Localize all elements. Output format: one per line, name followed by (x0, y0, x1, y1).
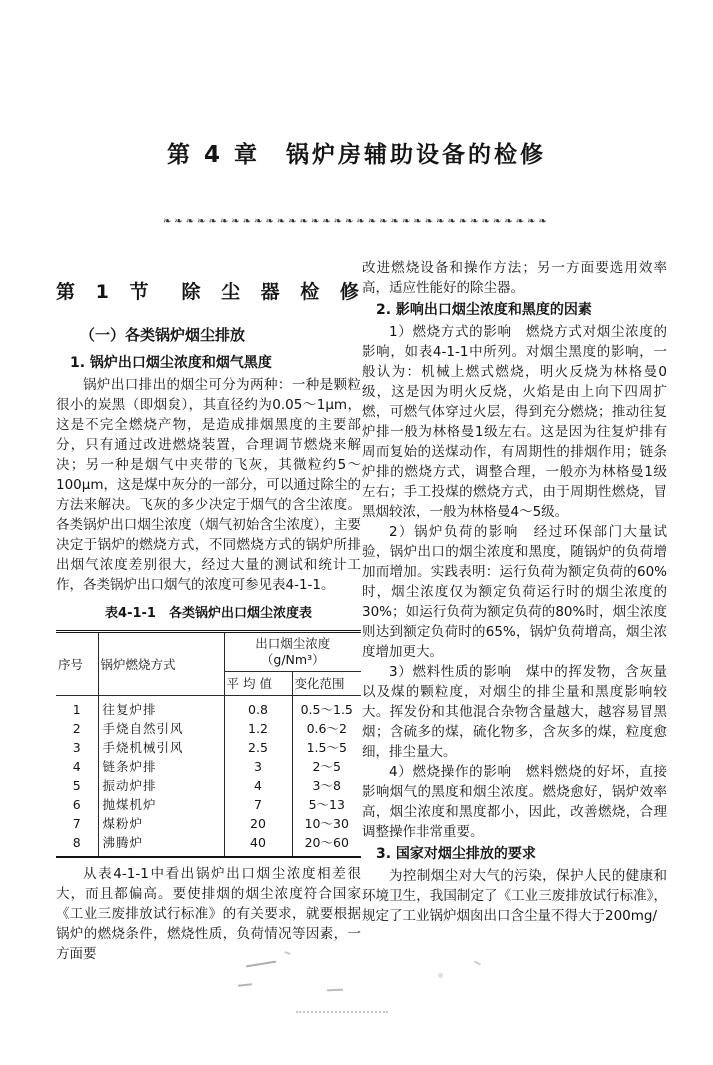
cell-index: 4 (72, 759, 81, 774)
table-row (56, 814, 361, 833)
body-paragraph: 锅炉出口排出的烟尘可分为两种：一种是颗粒很小的炭黑（即烟炱），其直径约为0.05～1μm，这是不完全燃烧产物，是造成排烟黑度的主要部分，只有通过改进燃烧装置，合理调节燃烧来解决；另一种是烟气中夹带的飞灰，其微粒约5～100μm，这是煤中灰分的一部分，可以通过除尘的方法来解决。飞灰的多少决定于烟气的含尘浓度。各类锅炉出口烟尘浓度（烟气初始含尘浓度），主要决定于锅炉的燃烧方式，不同燃烧方式的锅炉所排出烟气浓度差别很大，经过大量的测试和统计工作，各类锅炉出口烟气的浓度可参见表4-1-1。 (56, 377, 361, 593)
right-column (362, 258, 667, 926)
cell-index: 8 (72, 835, 81, 850)
body-paragraph: 为控制烟尘对大气的污染，保护人民的健康和环境卫生，我国制定了《工业三废排放试行标准》，规定了工业锅炉烟囱出口含尘量不得大于200mg/ (362, 868, 667, 924)
cell-range: 10～30 (292, 814, 361, 833)
col-header-concentration-unit: （g/Nm³） (260, 652, 325, 667)
cell-method: 手烧机械引风 (98, 738, 224, 757)
cell-average: 0.8 (224, 696, 292, 720)
subsection-heading: （一）各类锅炉烟尘排放 (80, 326, 246, 344)
cell-range: 2～5 (292, 757, 361, 776)
body-paragraph: 2）锅炉负荷的影响 经过环保部门大量试验，锅炉出口的烟尘浓度和黑度，随锅炉的负荷增加而增加。实践表明：运行负荷为额定负荷的60%时，烟尘浓度仅为额定负荷运行时的烟尘浓度的30%；如运行负荷为额定负荷的80%时，烟尘浓度则达到额定负荷时的65%，锅炉负荷增高，烟尘浓度增加更大。 (362, 524, 667, 660)
cell-index: 5 (72, 778, 81, 793)
cell-range: 20～60 (292, 833, 361, 857)
cell-average: 40 (224, 833, 292, 857)
col-header-concentration-label: 出口烟尘浓度 (255, 636, 331, 651)
cell-average: 3 (224, 757, 292, 776)
scan-smudge (238, 983, 252, 986)
cell-average: 1.2 (224, 719, 292, 738)
item-heading-3: 3. 国家对烟尘排放的要求 (376, 846, 536, 862)
cell-average: 4 (224, 776, 292, 795)
table-row (56, 776, 361, 795)
cell-average: 7 (224, 795, 292, 814)
cell-index: 1 (72, 702, 81, 717)
chapter-title: 第 4 章 锅炉房辅助设备的检修 (166, 142, 547, 168)
cell-index: 7 (72, 816, 81, 831)
body-paragraph: 3）燃料性质的影响 煤中的挥发物，含灰量以及煤的颗粒度，对烟尘的排尘量和黑度影响较大。挥发份和其他混合杂物含量越大，越容易冒黑烟；含硫多的煤，硫化物多，含灰多的煤，粒度愈细，排尘量大。 (362, 664, 667, 760)
cell-method: 手烧自然引风 (98, 719, 224, 738)
cell-index: 6 (72, 797, 81, 812)
item-heading-1: 1. 锅炉出口烟尘浓度和烟气黑度 (70, 355, 272, 371)
col-header-index: 序号 (56, 632, 98, 696)
cell-method: 振动炉排 (98, 776, 224, 795)
cell-range: 1.5～5 (292, 738, 361, 757)
dust-concentration-table (56, 630, 361, 858)
col-header-concentration (224, 632, 361, 672)
col-header-method: 锅炉燃烧方式 (98, 632, 224, 696)
col-header-range: 变化范围 (292, 672, 361, 696)
table-row (56, 795, 361, 814)
table-row (56, 757, 361, 776)
body-paragraph: 改进燃烧设备和操作方法；另一方面要选用效率高，适应性能好的除尘器。 (362, 260, 667, 296)
cell-method: 煤粉炉 (98, 814, 224, 833)
cell-method: 链条炉排 (98, 757, 224, 776)
cell-index: 2 (72, 721, 81, 736)
cell-average: 20 (224, 814, 292, 833)
cell-method: 往复炉排 (98, 696, 224, 720)
cell-average: 2.5 (224, 738, 292, 757)
cell-range: 0.5～1.5 (292, 696, 361, 720)
cell-index: 3 (72, 740, 81, 755)
cell-range: 0.6～2 (292, 719, 361, 738)
table-row (56, 696, 361, 720)
table-row (56, 833, 361, 857)
scan-smudge (438, 973, 443, 978)
scan-smudge (474, 960, 481, 965)
cell-range: 5～13 (292, 795, 361, 814)
table-caption: 表4-1-1 各类锅炉出口烟尘浓度表 (105, 606, 312, 621)
cell-range: 3～8 (292, 776, 361, 795)
col-header-average: 平 均 值 (224, 672, 292, 696)
ornament-divider: ❧❧❧❧❧❧❧❧❧❧❧❧❧❧❧❧❧❧❧❧❧❧❧❧❧❧❧❧❧❧❧❧❧❧ (163, 216, 550, 227)
body-paragraph: 4）燃烧操作的影响 燃料燃烧的好坏，直接影响烟气的黑度和烟尘浓度。燃烧愈好，锅炉效率高，烟尘浓度和黑度都小，因此，改善燃烧，合理调整操作非常重要。 (362, 764, 667, 840)
item-heading-2: 2. 影响出口烟尘浓度和黑度的因素 (376, 302, 592, 318)
scan-smudge (296, 1011, 388, 1013)
body-paragraph: 从表4-1-1中看出锅炉出口烟尘浓度相差很大，而且都偏高。要使排烟的烟尘浓度符合国家《工业三废排放试行标准》的有关要求，就要根据锅炉的燃烧条件，燃烧性质，负荷情况等因素，一方面要 (56, 866, 361, 962)
section-title: 第 1 节 除 尘 器 检 修 (56, 281, 366, 303)
left-column (56, 281, 366, 964)
body-paragraph: 1）燃烧方式的影响 燃烧方式对烟尘浓度的影响，如表4-1-1中所列。对烟尘黑度的影响，一般认为：机械上燃式燃烧，明火反烧为林格曼0级，这是因为明火反烧，火焰是由上向下四周扩燃，可燃气体穿过火层，得到充分燃烧；推动往复炉排一般为林格曼1级左右。这是因为往复炉排有周而复始的送煤动作，有周期性的排烟作用；链条炉排的燃烧方式，调整合理，一般亦为林格曼1级左右；手工投煤的燃烧方式，由于周期性燃烧，冒黑烟较浓，一般为林格曼4～5级。 (362, 324, 667, 520)
scan-smudge (327, 989, 343, 992)
cell-method: 抛煤机炉 (98, 795, 224, 814)
table-row (56, 719, 361, 738)
cell-method: 沸腾炉 (98, 833, 224, 857)
table-row (56, 738, 361, 757)
